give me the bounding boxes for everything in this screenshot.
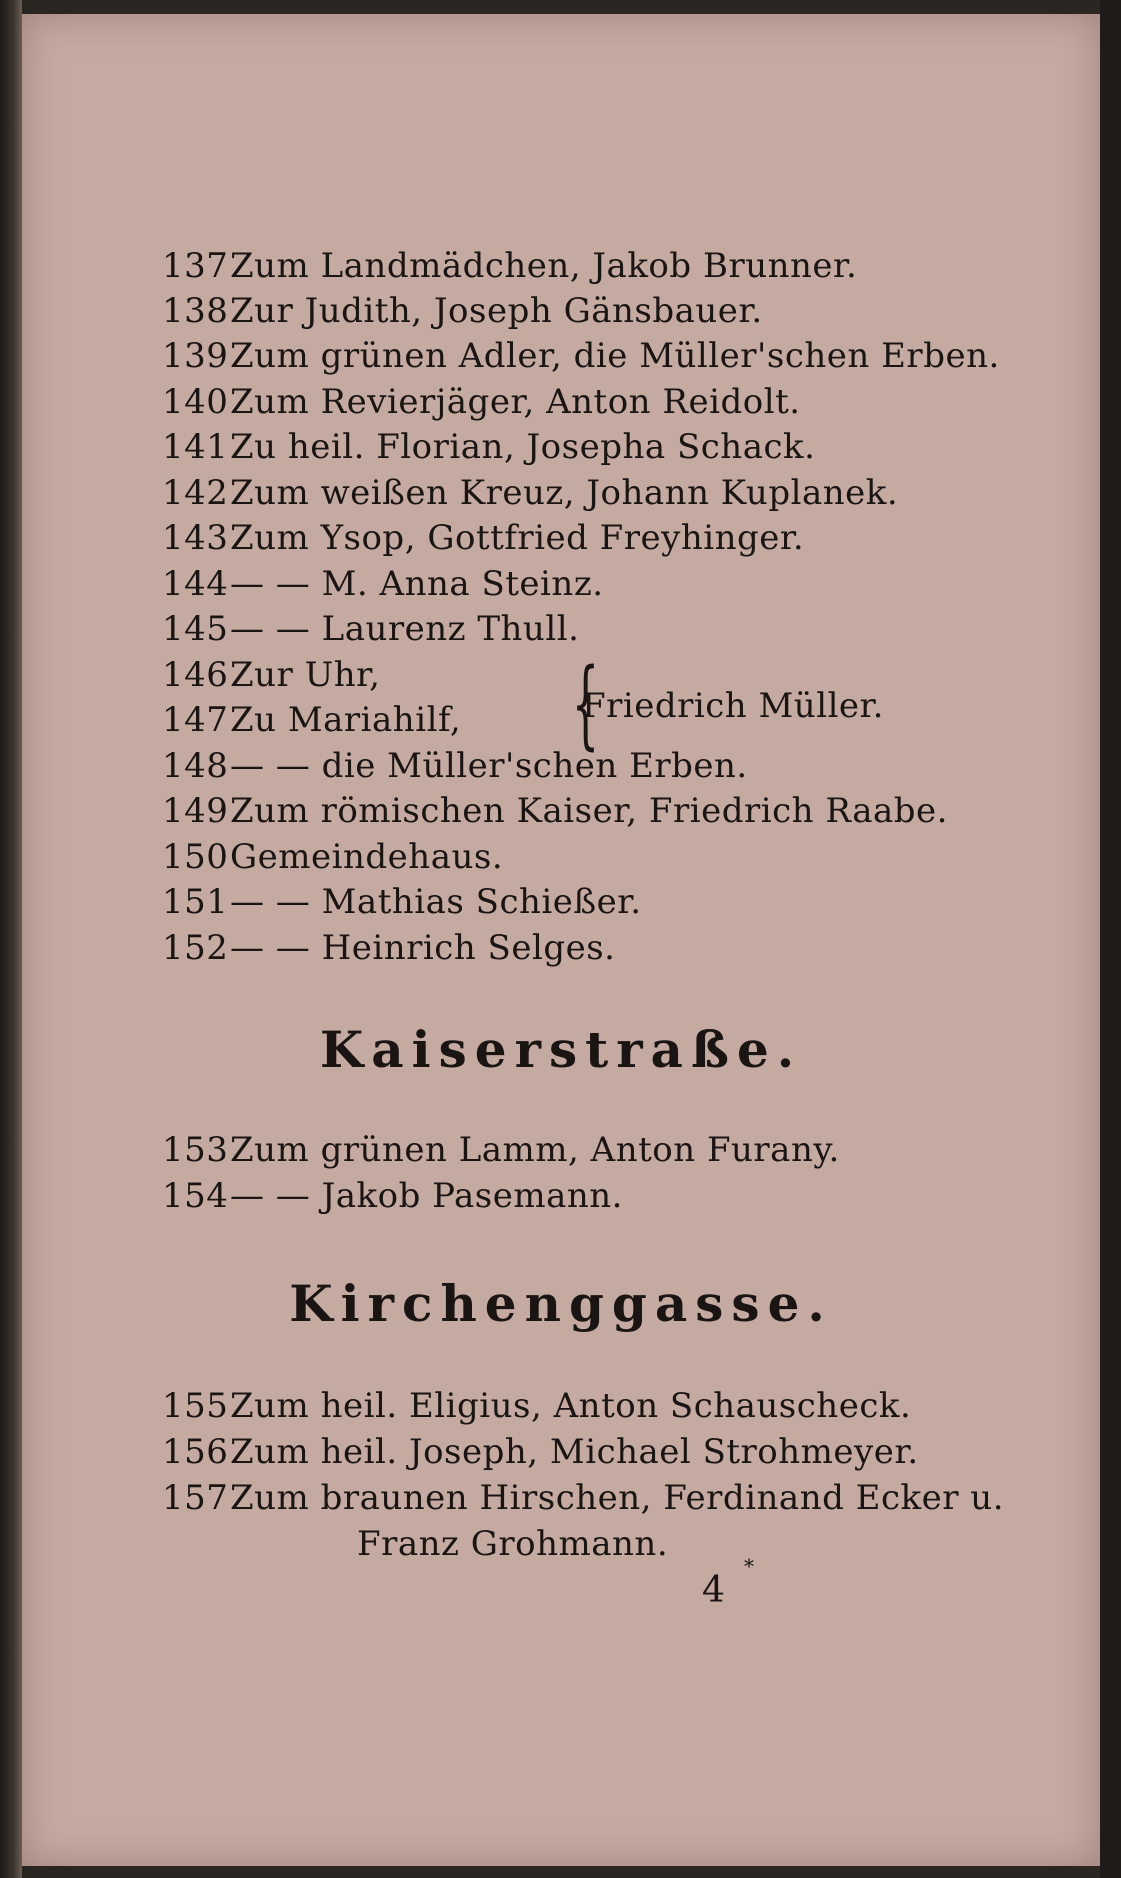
entry-text: Zu heil. Florian, Josepha Schack. <box>230 427 816 467</box>
house-number: 138 <box>162 291 229 331</box>
entry-text: — — Heinrich Selges. <box>230 928 616 968</box>
house-number: 150 <box>162 837 229 877</box>
entry-text: Zum heil. Joseph, Michael Strohmeyer. <box>230 1432 919 1472</box>
grouping-brace: { <box>571 648 600 760</box>
page-edge <box>1100 0 1121 1878</box>
entry-text: Zum braunen Hirschen, Ferdinand Ecker u. <box>230 1478 1005 1518</box>
entry-156 <box>162 1432 919 1472</box>
entry-154 <box>162 1176 623 1216</box>
house-number: 149 <box>162 791 229 831</box>
entry-146 <box>162 655 380 695</box>
house-number: 145 <box>162 609 229 649</box>
entry-153 <box>162 1130 840 1170</box>
house-number: 137 <box>162 246 229 286</box>
entry-147 <box>162 700 461 740</box>
entry-text: Zum römischen Kaiser, Friedrich Raabe. <box>230 791 948 831</box>
entry-text: Zur Judith, Joseph Gänsbauer. <box>230 291 763 331</box>
entry-141 <box>162 427 815 467</box>
entry-text: Zu Mariahilf, <box>230 700 462 740</box>
house-number: 141 <box>162 427 229 467</box>
house-number: 153 <box>162 1130 229 1170</box>
house-number: 144 <box>162 564 229 604</box>
house-number: 154 <box>162 1176 229 1216</box>
entry-139 <box>162 336 1000 376</box>
signature-mark: * <box>744 1554 754 1578</box>
entry-text: Zum Revierjäger, Anton Reidolt. <box>230 382 801 422</box>
entry-151 <box>162 882 642 922</box>
entry-text: Zum Landmädchen, Jakob Brunner. <box>230 246 858 286</box>
entry-text: — — Jakob Pasemann. <box>230 1176 623 1216</box>
entry-152 <box>162 928 615 968</box>
book-page <box>22 14 1100 1866</box>
entry-text: — — M. Anna Steinz. <box>230 564 604 604</box>
entry-text: Zum grünen Adler, die Müller'schen Erben. <box>230 336 1000 376</box>
entry-157-continuation: Franz Grohmann. <box>357 1524 669 1564</box>
entry-text: Zur Uhr, <box>230 655 381 695</box>
house-number: 155 <box>162 1386 229 1426</box>
entry-145 <box>162 609 579 649</box>
house-number: 147 <box>162 700 229 740</box>
entry-text: Zum grünen Lamm, Anton Furany. <box>230 1130 840 1170</box>
street-heading-kirchengasse: Kirchenggasse. <box>289 1274 833 1333</box>
entry-138 <box>162 291 763 331</box>
house-number: 152 <box>162 928 229 968</box>
entry-144 <box>162 564 604 604</box>
entry-text: Gemeindehaus. <box>230 837 504 877</box>
entry-text: Zum weißen Kreuz, Johann Kuplanek. <box>230 473 899 513</box>
entry-text: — — Mathias Schießer. <box>230 882 642 922</box>
entry-149 <box>162 791 948 831</box>
book-binding <box>0 0 22 1878</box>
entry-157 <box>162 1478 1004 1518</box>
entry-155 <box>162 1386 911 1426</box>
shared-owner: Friedrich Müller. <box>582 686 884 726</box>
house-number: 143 <box>162 518 229 558</box>
house-number: 148 <box>162 746 229 786</box>
house-number: 139 <box>162 336 229 376</box>
entry-text: Zum heil. Eligius, Anton Schauscheck. <box>230 1386 912 1426</box>
page-number: 4 <box>702 1570 725 1611</box>
house-number: 157 <box>162 1478 229 1518</box>
street-heading-kaiserstrasse: Kaiserstraße. <box>319 1020 803 1079</box>
entry-text: — — Laurenz Thull. <box>230 609 580 649</box>
house-number: 151 <box>162 882 229 922</box>
entry-142 <box>162 473 898 513</box>
entry-140 <box>162 382 801 422</box>
entry-148 <box>162 746 748 786</box>
entry-150 <box>162 837 503 877</box>
entry-text: — — die Müller'schen Erben. <box>230 746 748 786</box>
house-number: 142 <box>162 473 229 513</box>
house-number: 146 <box>162 655 229 695</box>
house-number: 140 <box>162 382 229 422</box>
entry-text: Zum Ysop, Gottfried Freyhinger. <box>230 518 805 558</box>
entry-143 <box>162 518 804 558</box>
entry-137 <box>162 246 857 286</box>
house-number: 156 <box>162 1432 229 1472</box>
